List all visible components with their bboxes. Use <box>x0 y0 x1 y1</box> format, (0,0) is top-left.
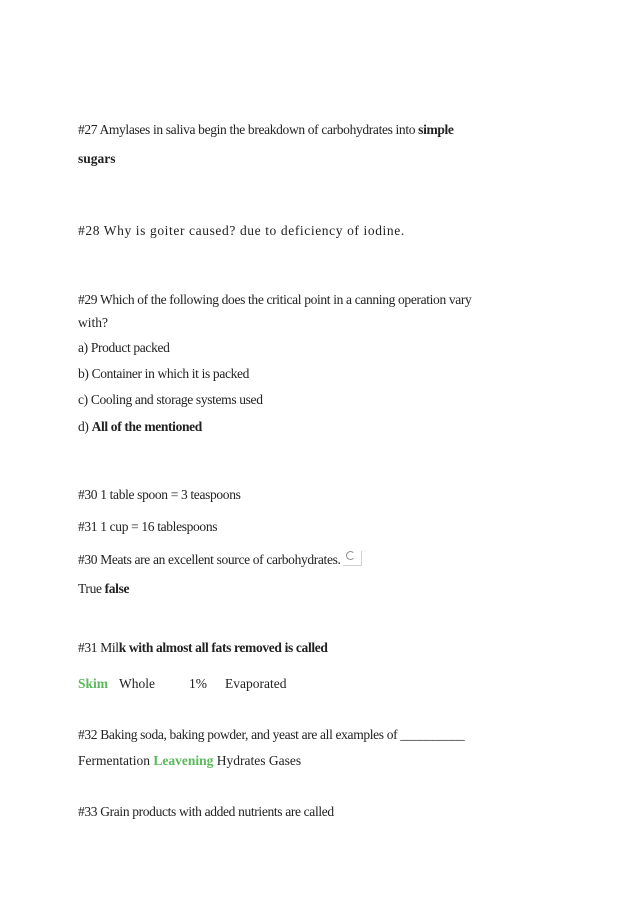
question-29-option-d <box>78 419 202 435</box>
question-31-milk-choices <box>78 676 286 692</box>
question-29-option-b: b) Container in which it is packed <box>78 366 250 381</box>
choice-whole: Whole <box>119 676 156 691</box>
question-28: #28 Why is goiter caused? due to deficiency of iodine. <box>78 223 405 238</box>
question-27-answer-part1: simple <box>418 122 454 137</box>
choice-false-answer: false <box>104 581 130 596</box>
question-29-option-d-answer: All of the mentioned <box>91 419 202 434</box>
question-30-measure: #30 1 table spoon = 3 teaspoons <box>78 487 241 502</box>
question-32-choices <box>78 753 301 769</box>
question-30-meats <box>78 551 362 568</box>
question-29-option-c: c) Cooling and storage systems used <box>78 392 263 407</box>
choice-skim-answer: Skim <box>78 676 109 691</box>
question-31-milk <box>78 640 328 656</box>
question-29-line2: with? <box>78 315 108 330</box>
question-33: #33 Grain products with added nutrients are called <box>78 804 334 819</box>
question-27 <box>78 122 454 138</box>
choice-leavening-answer: Leavening <box>153 753 214 768</box>
choice-true: True <box>78 581 105 596</box>
question-27-text: #27 Amylases in saliva begin the breakdown of carbohydrates into <box>78 122 419 137</box>
question-30-meats-choices <box>78 581 129 597</box>
choice-one-percent: 1% <box>189 676 208 691</box>
question-29-option-d-prefix: d) <box>78 419 92 434</box>
question-30-meats-text: #30 Meats are an excellent source of carbohydrates. <box>78 552 341 567</box>
choice-hydrates-gases: Hydrates Gases <box>213 753 302 768</box>
choice-fermentation: Fermentation <box>78 753 154 768</box>
loading-spinner-icon <box>343 551 362 566</box>
question-31-milk-text-bold: k with almost all fats removed is called <box>118 640 328 655</box>
question-29-line1: #29 Which of the following does the critical point in a canning operation vary <box>78 292 472 307</box>
question-31-measure: #31 1 cup = 16 tablespoons <box>78 519 218 534</box>
choice-evaporated: Evaporated <box>225 676 287 691</box>
question-31-milk-text-normal: #31 Mil <box>78 640 119 655</box>
question-32: #32 Baking soda, baking powder, and yeast are all examples of __________ <box>78 727 465 742</box>
question-27-answer-part2: sugars <box>78 151 116 166</box>
question-29-option-a: a) Product packed <box>78 340 170 355</box>
